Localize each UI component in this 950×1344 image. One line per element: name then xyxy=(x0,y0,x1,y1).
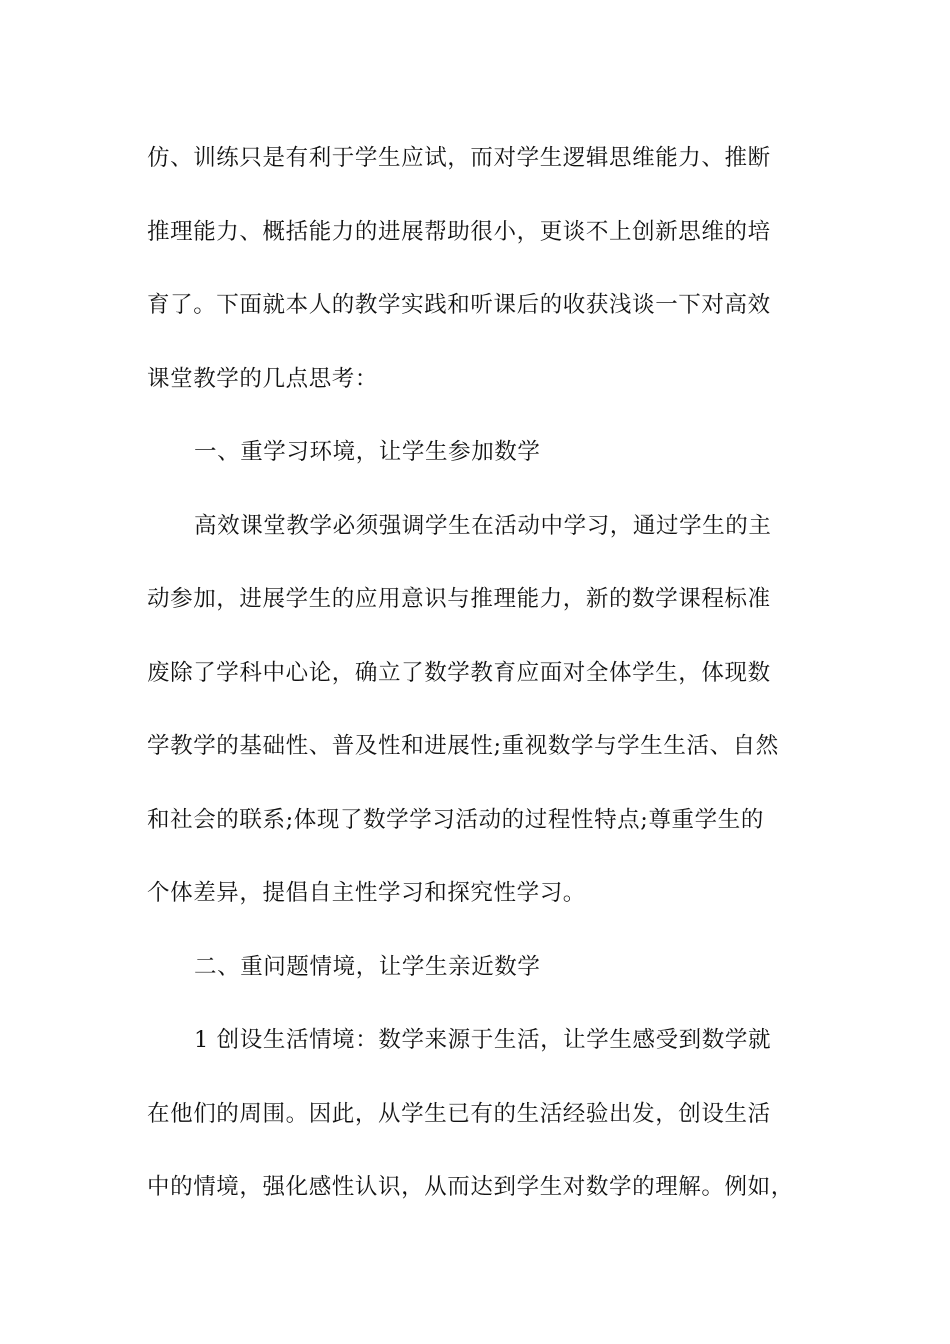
section-heading-2: 二、重问题情境，让学生亲近数学 xyxy=(194,953,541,980)
paragraph-line-3: 育了。下面就本人的教学实践和听课后的收获浅谈一下对高效 xyxy=(147,292,771,318)
paragraph-line-7: 动参加，进展学生的应用意识与推理能力，新的数学课程标准 xyxy=(147,586,771,612)
paragraph-line-4: 课堂教学的几点思考： xyxy=(147,365,379,392)
paragraph-line-13: 1 创设生活情境：数学来源于生活，让学生感受到数学就 xyxy=(194,1027,772,1053)
paragraph-line-15: 中的情境，强化感性认识，从而达到学生对数学的理解。例如， xyxy=(147,1174,794,1200)
paragraph-line-9: 学教学的基础性、普及性和进展性;重视数学与学生生活、自然 xyxy=(147,733,779,759)
paragraph-line-14: 在他们的周围。因此，从学生已有的生活经验出发，创设生活 xyxy=(147,1100,771,1127)
section-heading-1: 一、重学习环境，让学生参加数学 xyxy=(194,439,541,465)
paragraph-line-2: 推理能力、概括能力的进展帮助很小，更谈不上创新思维的培 xyxy=(147,218,771,245)
paragraph-line-11: 个体差异，提倡自主性学习和探究性学习。 xyxy=(147,880,586,906)
paragraph-line-6: 高效课堂教学必须强调学生在活动中学习，通过学生的主 xyxy=(194,512,772,539)
paragraph-line-8: 废除了学科中心论，确立了数学教育应面对全体学生，体现数 xyxy=(147,659,771,686)
paragraph-line-1: 仿、训练只是有利于学生应试，而对学生逻辑思维能力、推断 xyxy=(147,145,771,171)
document-body xyxy=(147,122,807,1225)
paragraph-line-10: 和社会的联系;体现了数学学习活动的过程性特点;尊重学生的 xyxy=(147,806,764,833)
